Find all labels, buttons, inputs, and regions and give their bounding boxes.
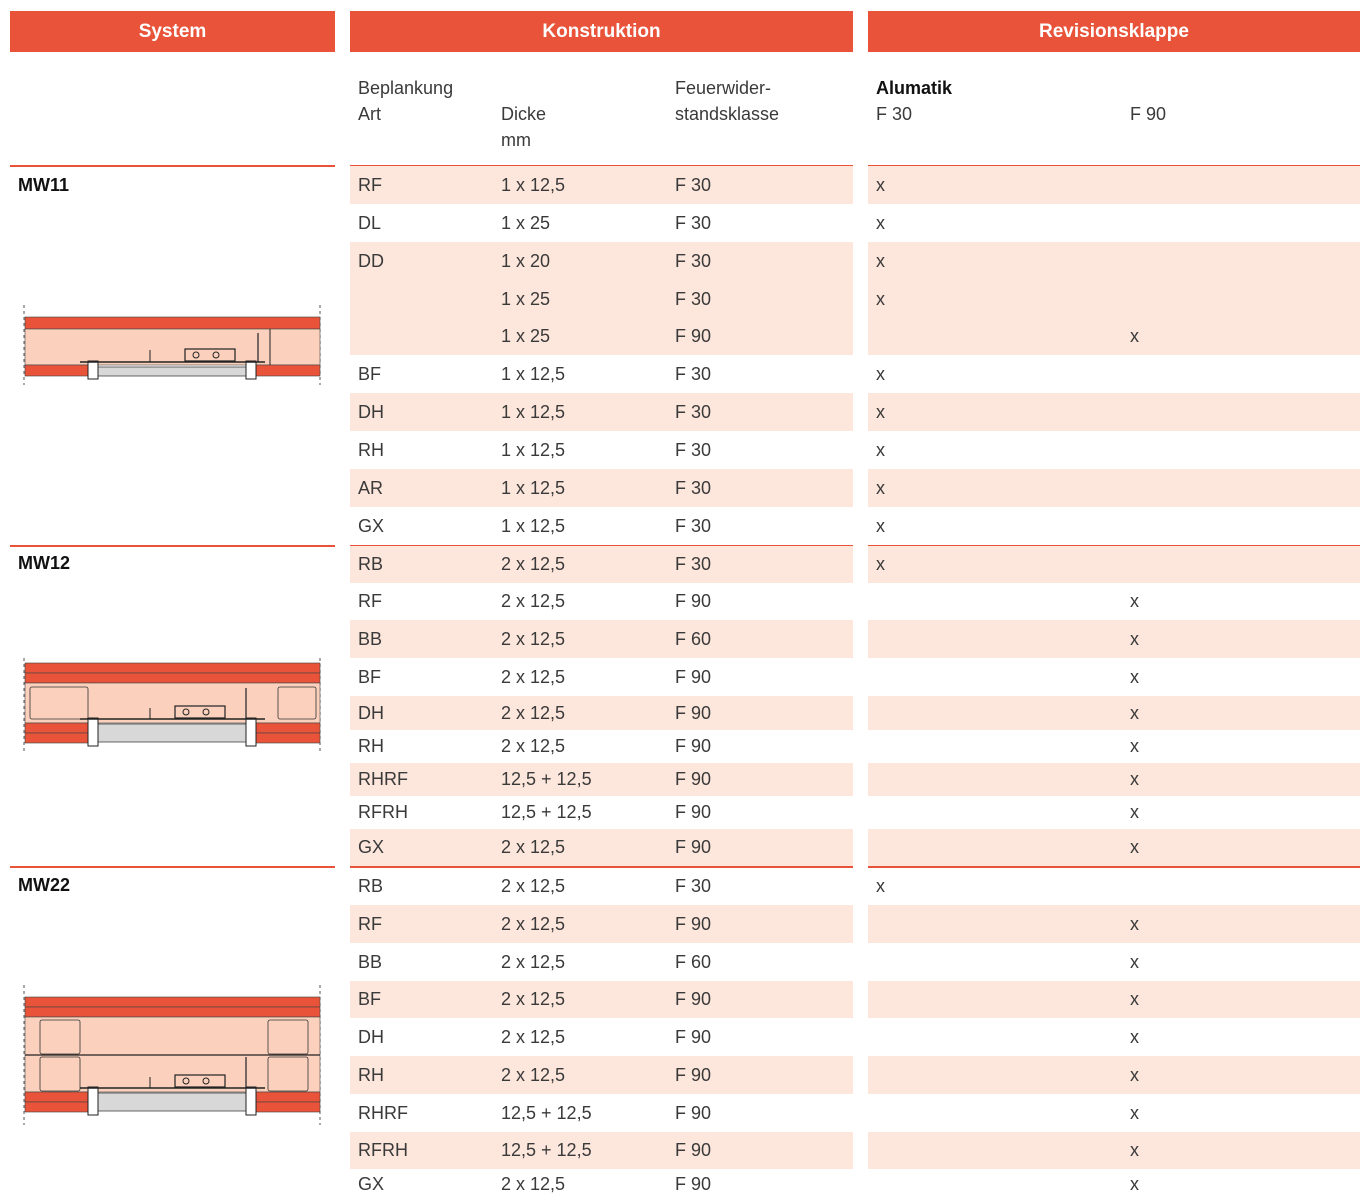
cell-beplankung-art: RF [358,591,382,611]
row-tint-revision [868,546,1360,583]
cell-alumatik-f90: x [1130,1140,1139,1160]
cell-feuerwiderstandsklasse: F 90 [675,591,712,611]
cell-dicke: 2 x 12,5 [501,591,566,611]
cell-feuerwiderstandsklasse: F 90 [675,326,712,346]
cell-dicke: 2 x 12,5 [501,913,566,934]
cell-beplankung-art: RH [358,1064,384,1085]
row-tint-konstruktion [350,546,853,583]
cell-beplankung-art: DD [358,250,384,271]
row-tint-revision [868,763,1360,796]
row-tint-konstruktion [350,981,853,1018]
mw12-section-drawing [20,658,325,753]
row-tint-revision [868,280,1360,318]
cell-dicke: 1 x 12,5 [501,363,566,384]
cell-alumatik-f30: x [876,401,885,422]
cell-beplankung-art: RFRH [358,802,408,822]
cell-dicke: 1 x 12,5 [501,439,566,460]
row-tint-konstruktion [350,166,853,204]
cell-dicke: 2 x 12,5 [501,736,566,756]
cell-beplankung-art: RFRH [358,1140,408,1160]
row-tint-konstruktion [350,242,853,280]
row-tint-konstruktion [350,696,853,730]
cell-feuerwiderstandsklasse: F 30 [675,363,712,384]
row-tint-revision [868,696,1360,730]
row-tint-revision [868,469,1360,507]
cell-beplankung-art: DH [358,401,384,422]
cell-alumatik-f90: x [1130,666,1139,687]
cell-beplankung-art: RHRF [358,1102,408,1123]
row-tint-konstruktion [350,469,853,507]
cell-dicke: 12,5 + 12,5 [501,769,592,789]
row-tint-revision [868,829,1360,866]
cell-alumatik-f30: x [876,554,885,574]
cell-dicke: 2 x 12,5 [501,951,566,972]
cell-dicke: 2 x 12,5 [501,837,566,857]
row-tint-konstruktion [350,905,853,943]
group-rule-left [10,866,335,868]
header-revisionsklappe: Revisionsklappe [868,11,1360,52]
cell-alumatik-f90: x [1130,326,1139,346]
cell-feuerwiderstandsklasse: F 60 [675,951,712,972]
cell-alumatik-f90: x [1130,1026,1139,1047]
cell-beplankung-art: RHRF [358,769,408,789]
cell-beplankung-art: BF [358,989,382,1009]
cell-beplankung-art: AR [358,477,384,498]
cell-alumatik-f90: x [1130,989,1139,1009]
cell-beplankung-art: RB [358,554,384,574]
system-name: MW12 [18,553,71,573]
cell-dicke: 12,5 + 12,5 [501,1140,592,1160]
subheader-f90: F 90 [1130,104,1167,124]
cell-beplankung-art: DH [358,702,384,723]
cell-feuerwiderstandsklasse: F 90 [675,837,712,857]
cell-dicke: 1 x 20 [501,250,551,271]
cell-feuerwiderstandsklasse: F 30 [675,554,712,574]
cell-feuerwiderstandsklasse: F 90 [675,989,712,1009]
cell-dicke: 12,5 + 12,5 [501,1102,592,1123]
cell-dicke: 2 x 12,5 [501,702,566,723]
cell-alumatik-f90: x [1130,1174,1139,1194]
mw22-section-drawing [20,985,325,1125]
cell-dicke: 2 x 12,5 [501,666,566,687]
cell-feuerwiderstandsklasse: F 30 [675,875,712,896]
subheader-f30: F 30 [876,104,913,124]
cell-alumatik-f90: x [1130,702,1139,723]
cell-feuerwiderstandsklasse: F 30 [675,250,712,271]
cell-dicke: 1 x 12,5 [501,515,566,536]
cell-beplankung-art: GX [358,837,385,857]
cell-feuerwiderstandsklasse: F 30 [675,439,712,460]
row-tint-konstruktion [350,1132,853,1169]
cell-dicke: 12,5 + 12,5 [501,802,592,822]
cell-feuerwiderstandsklasse: F 90 [675,1102,712,1123]
cell-feuerwiderstandsklasse: F 90 [675,666,712,687]
header-konstruktion: Konstruktion [350,11,853,52]
cell-feuerwiderstandsklasse: F 30 [675,174,712,195]
cell-feuerwiderstandsklasse: F 90 [675,702,712,723]
cell-alumatik-f30: x [876,439,885,460]
cell-feuerwiderstandsklasse: F 30 [675,288,712,309]
cell-dicke: 2 x 12,5 [501,1064,566,1085]
cell-alumatik-f90: x [1130,591,1139,611]
cell-feuerwiderstandsklasse: F 30 [675,212,712,233]
cell-alumatik-f90: x [1130,913,1139,934]
cell-alumatik-f90: x [1130,736,1139,756]
header-system: System [10,11,335,52]
cell-feuerwiderstandsklasse: F 30 [675,477,712,498]
cell-dicke: 1 x 25 [501,326,551,346]
cell-beplankung-art: DH [358,1026,384,1047]
subheader-dicke: Dicke mm [501,104,547,150]
system-name: MW11 [18,175,70,195]
cell-dicke: 1 x 12,5 [501,477,566,498]
cell-dicke: 1 x 25 [501,288,551,309]
cell-dicke: 2 x 12,5 [501,875,566,896]
cell-dicke: 2 x 12,5 [501,989,566,1009]
cell-beplankung-art: DL [358,212,382,233]
cell-dicke: 1 x 12,5 [501,401,566,422]
cell-alumatik-f30: x [876,363,885,384]
cell-beplankung-art: BB [358,951,383,972]
cell-beplankung-art: BB [358,628,383,649]
cell-beplankung-art: RF [358,913,382,934]
mw11-section-drawing [20,305,325,385]
group-rule-right [868,866,1360,868]
cell-feuerwiderstandsklasse: F 90 [675,1174,712,1194]
cell-alumatik-f90: x [1130,1064,1139,1085]
cell-alumatik-f30: x [876,477,885,498]
cell-feuerwiderstandsklasse: F 30 [675,515,712,536]
row-tint-konstruktion [350,1056,853,1094]
cell-dicke: 1 x 12,5 [501,174,566,195]
row-tint-revision [868,620,1360,658]
subheader-beplankung-art: Beplankung Art [358,78,454,124]
cell-feuerwiderstandsklasse: F 90 [675,1026,712,1047]
row-tint-revision [868,393,1360,431]
cell-alumatik-f30: x [876,250,885,271]
cell-alumatik-f90: x [1130,628,1139,649]
row-tint-konstruktion [350,318,853,355]
cell-beplankung-art: RB [358,875,384,896]
cell-alumatik-f90: x [1130,1102,1139,1123]
cell-feuerwiderstandsklasse: F 90 [675,802,712,822]
cell-alumatik-f90: x [1130,769,1139,789]
cell-feuerwiderstandsklasse: F 90 [675,1140,712,1160]
row-tint-konstruktion [350,763,853,796]
cell-dicke: 2 x 12,5 [501,1026,566,1047]
cell-feuerwiderstandsklasse: F 90 [675,736,712,756]
group-rule-left [10,165,335,167]
cell-alumatik-f30: x [876,288,885,309]
cell-alumatik-f30: x [876,174,885,195]
cell-beplankung-art: RH [358,736,384,756]
row-tint-konstruktion [350,620,853,658]
row-tint-revision [868,1056,1360,1094]
subheader-alumatik: Alumatik [876,78,953,98]
row-tint-konstruktion [350,280,853,318]
row-tint-revision [868,242,1360,280]
cell-feuerwiderstandsklasse: F 90 [675,1064,712,1085]
row-tint-revision [868,1132,1360,1169]
row-tint-revision [868,905,1360,943]
row-tint-revision [868,318,1360,355]
cell-feuerwiderstandsklasse: F 90 [675,913,712,934]
cell-beplankung-art: RF [358,174,382,195]
cell-beplankung-art: GX [358,1174,385,1194]
system-name: MW22 [18,875,71,895]
cell-alumatik-f30: x [876,212,885,233]
subheader-feuerwiderstandsklasse: Feuerwider- standsklasse [675,78,780,124]
cell-beplankung-art: BF [358,363,382,384]
group-rule-left [10,545,335,547]
cell-dicke: 2 x 12,5 [501,628,566,649]
cell-alumatik-f90: x [1130,951,1139,972]
row-tint-konstruktion [350,829,853,866]
row-tint-revision [868,981,1360,1018]
row-tint-revision [868,166,1360,204]
cell-beplankung-art: RH [358,439,384,460]
cell-beplankung-art: BF [358,666,382,687]
cell-alumatik-f30: x [876,515,885,536]
cell-dicke: 2 x 12,5 [501,1174,566,1194]
row-tint-konstruktion [350,393,853,431]
cell-feuerwiderstandsklasse: F 60 [675,628,712,649]
cell-alumatik-f90: x [1130,802,1139,822]
cell-alumatik-f90: x [1130,837,1139,857]
group-rule-middle [350,866,853,868]
cell-alumatik-f30: x [876,875,885,896]
cell-feuerwiderstandsklasse: F 30 [675,401,712,422]
cell-dicke: 2 x 12,5 [501,554,566,574]
cell-dicke: 1 x 25 [501,212,551,233]
cell-feuerwiderstandsklasse: F 90 [675,769,712,789]
cell-beplankung-art: GX [358,515,385,536]
